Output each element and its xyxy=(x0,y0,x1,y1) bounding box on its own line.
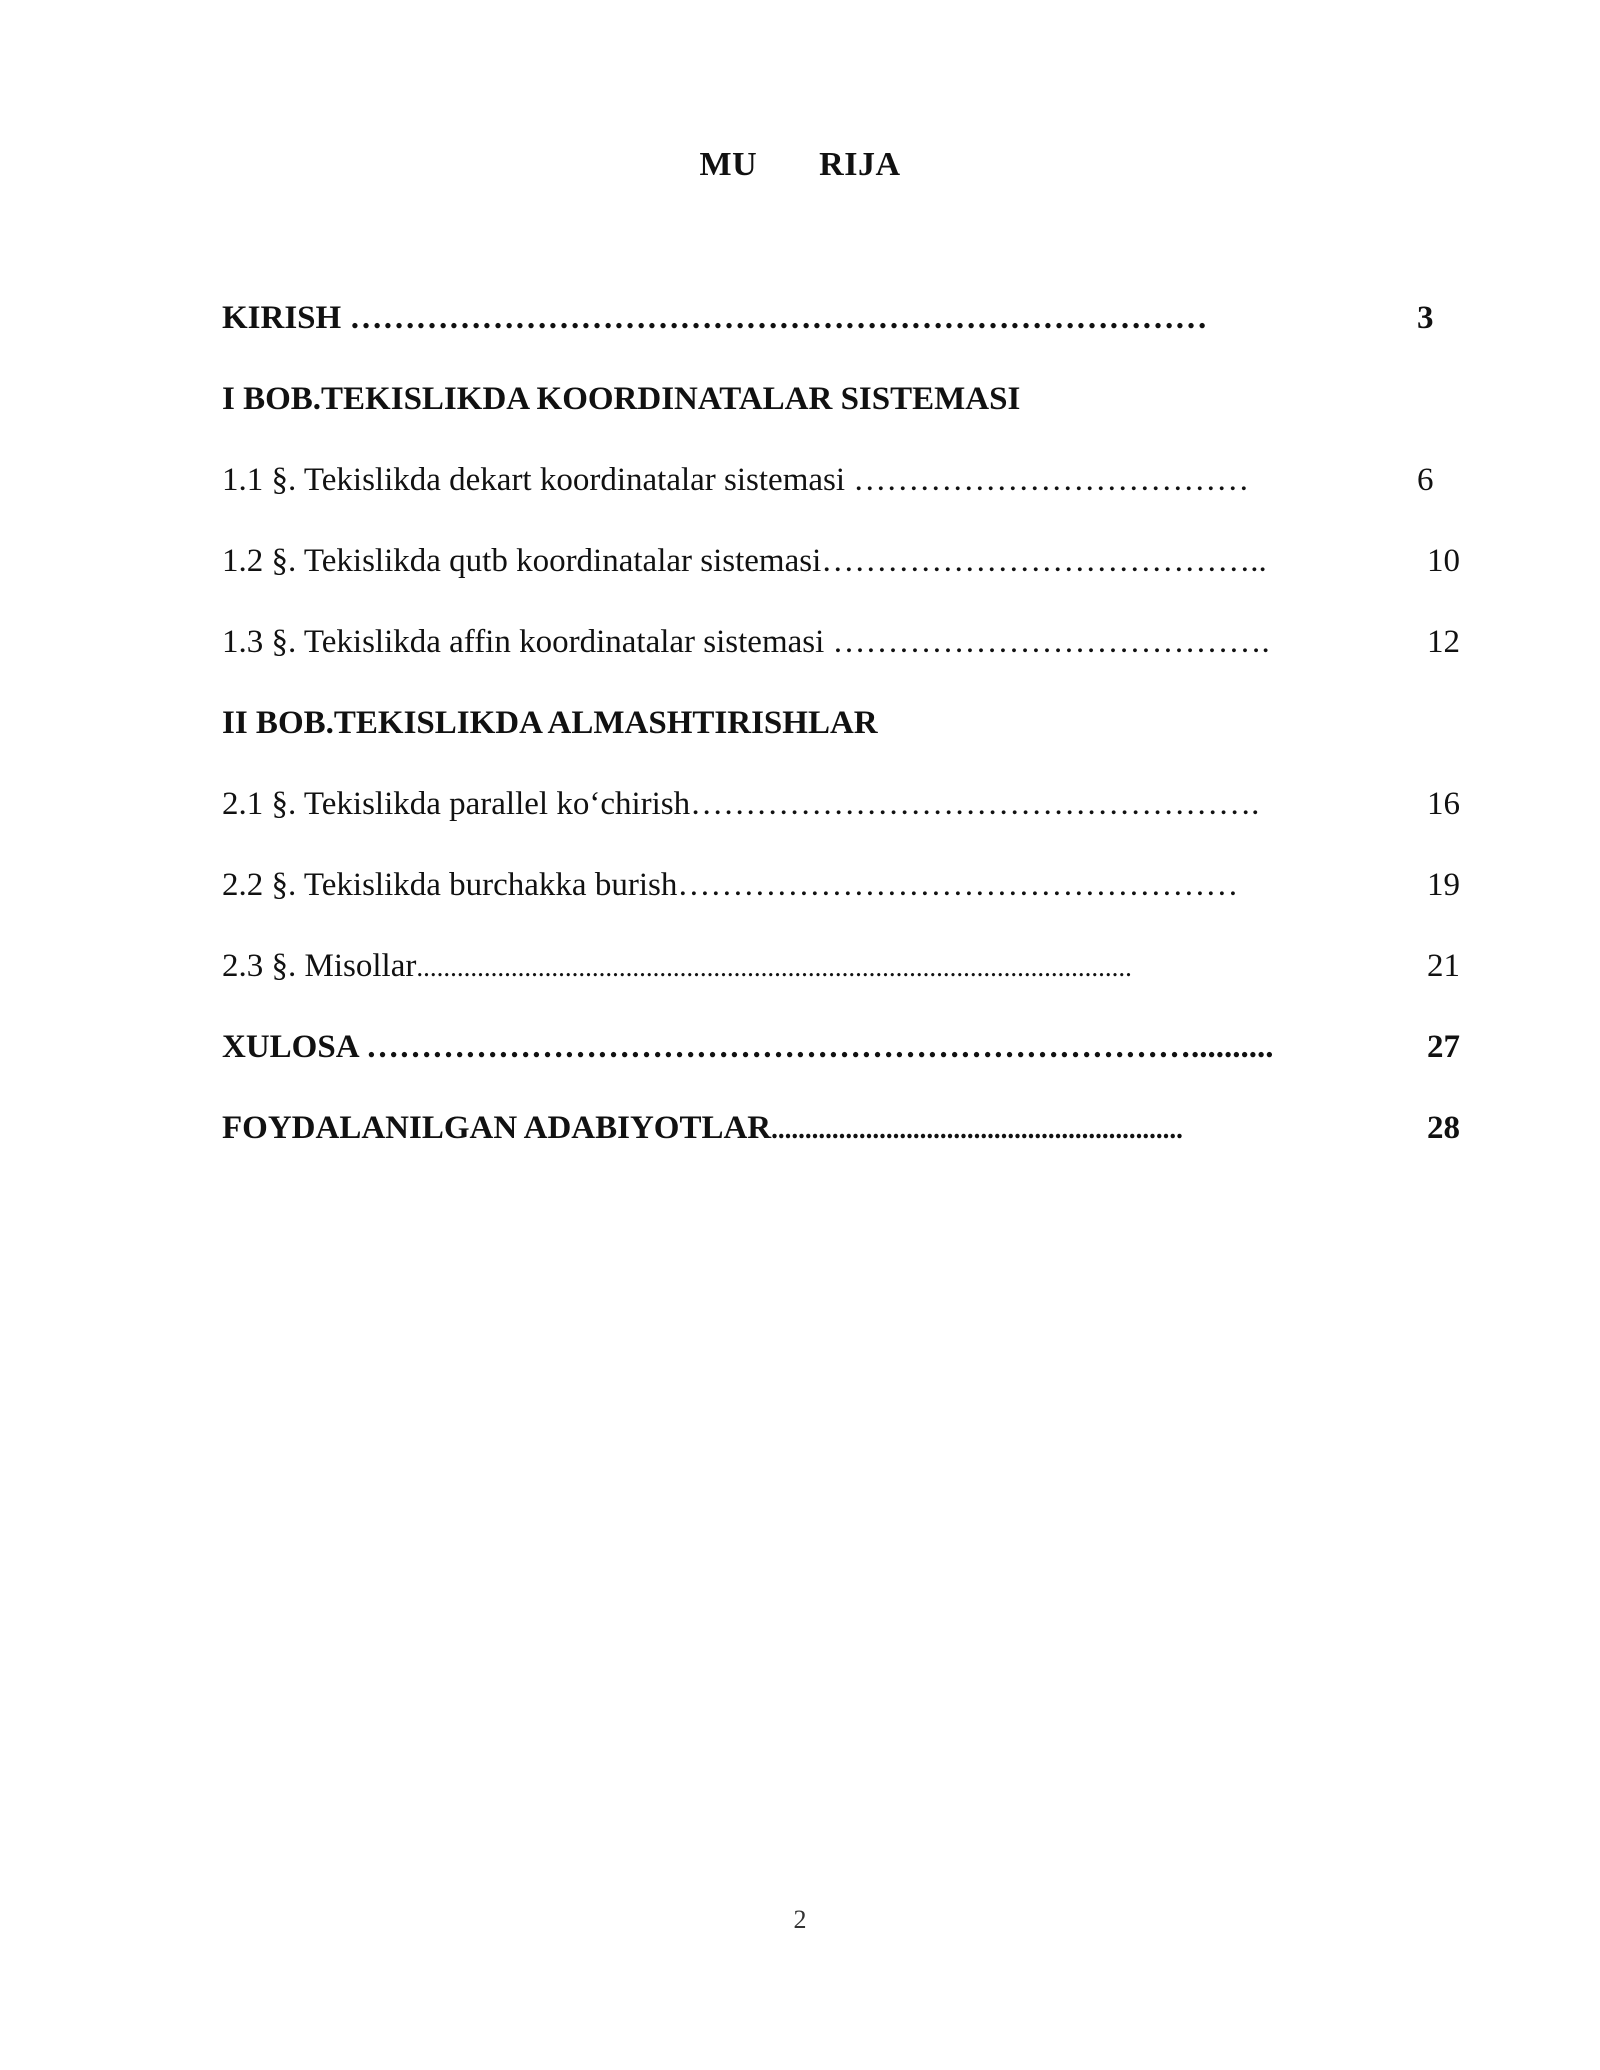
toc-page-number: 12 xyxy=(1427,624,1460,660)
toc-entry-label: 1.3 §. Tekislikda affin koordinatalar sistemasi …………………………………. xyxy=(222,624,1270,660)
title-right-fragment: RIJA xyxy=(819,146,901,183)
toc-chapter-2-heading[interactable] xyxy=(222,701,1472,782)
page-number-footer: 2 xyxy=(793,1905,807,1934)
title-left-fragment: MU xyxy=(699,146,758,183)
toc-dot-leader: ............................................................. xyxy=(771,1114,1183,1144)
page-title xyxy=(0,146,1600,184)
toc-entry-2-2[interactable] xyxy=(222,863,1472,944)
toc-entry-adabiyotlar[interactable] xyxy=(222,1106,1472,1187)
toc-dot-leader: .......................................................................................................... xyxy=(416,952,1132,982)
toc-dot-leader: ………………………………………………………………….......... xyxy=(365,1029,1274,1065)
toc-entry-label: FOYDALANILGAN ADABIYOTLAR............................................................. xyxy=(222,1110,1183,1146)
toc-chapter-1-heading[interactable] xyxy=(222,377,1472,458)
toc-page-number: 6 xyxy=(1417,462,1434,498)
table-of-contents xyxy=(222,296,1472,1187)
toc-entry-label: 1.2 §. Tekislikda qutb koordinatalar sistemasi………………………………….. xyxy=(222,543,1267,579)
toc-page-number: 16 xyxy=(1427,786,1460,822)
toc-entry-1-3[interactable] xyxy=(222,620,1472,701)
toc-entry-2-1[interactable] xyxy=(222,782,1472,863)
toc-entry-label: KIRISH …………………………………………………………………… xyxy=(222,300,1208,336)
toc-entry-label: 2.1 §. Tekislikda parallel ko‘chirish……………………………………………. xyxy=(222,786,1260,822)
toc-page-number: 27 xyxy=(1427,1029,1460,1065)
toc-dot-leader: …………………………………. xyxy=(832,624,1270,660)
toc-entry-label: XULOSA ………………………………………………………………….......... xyxy=(222,1029,1274,1065)
toc-entry-label: 2.2 §. Tekislikda burchakka burish…………………………………………… xyxy=(222,867,1239,903)
toc-page-number: 21 xyxy=(1427,948,1460,984)
toc-dot-leader: ……………………………………………. xyxy=(690,786,1260,822)
toc-entry-1-2[interactable] xyxy=(222,539,1472,620)
toc-entry-1-1[interactable] xyxy=(222,458,1472,539)
toc-entry-label: 1.1 §. Tekislikda dekart koordinatalar sistemasi ……………………………… xyxy=(222,462,1250,498)
toc-entry-label: II BOB.TEKISLIKDA ALMASHTIRISHLAR xyxy=(222,705,878,741)
toc-entry-label: I BOB.TEKISLIKDA KOORDINATALAR SISTEMASI xyxy=(222,381,1021,417)
toc-page-number: 19 xyxy=(1427,867,1460,903)
toc-dot-leader: ………………………………….. xyxy=(821,543,1267,579)
toc-dot-leader: …………………………………………… xyxy=(677,867,1239,903)
toc-page-number: 3 xyxy=(1417,300,1434,336)
toc-dot-leader: ……………………………… xyxy=(853,462,1250,498)
toc-entry-xulosa[interactable] xyxy=(222,1025,1472,1106)
toc-page-number: 10 xyxy=(1427,543,1460,579)
toc-entry-label: 2.3 §. Misollar.......................................................................................................... xyxy=(222,948,1132,984)
toc-entry-2-3[interactable] xyxy=(222,944,1472,1025)
toc-entry-kirish[interactable] xyxy=(222,296,1472,377)
toc-page-number: 28 xyxy=(1427,1110,1460,1146)
toc-dot-leader: …………………………………………………………………… xyxy=(349,300,1208,336)
